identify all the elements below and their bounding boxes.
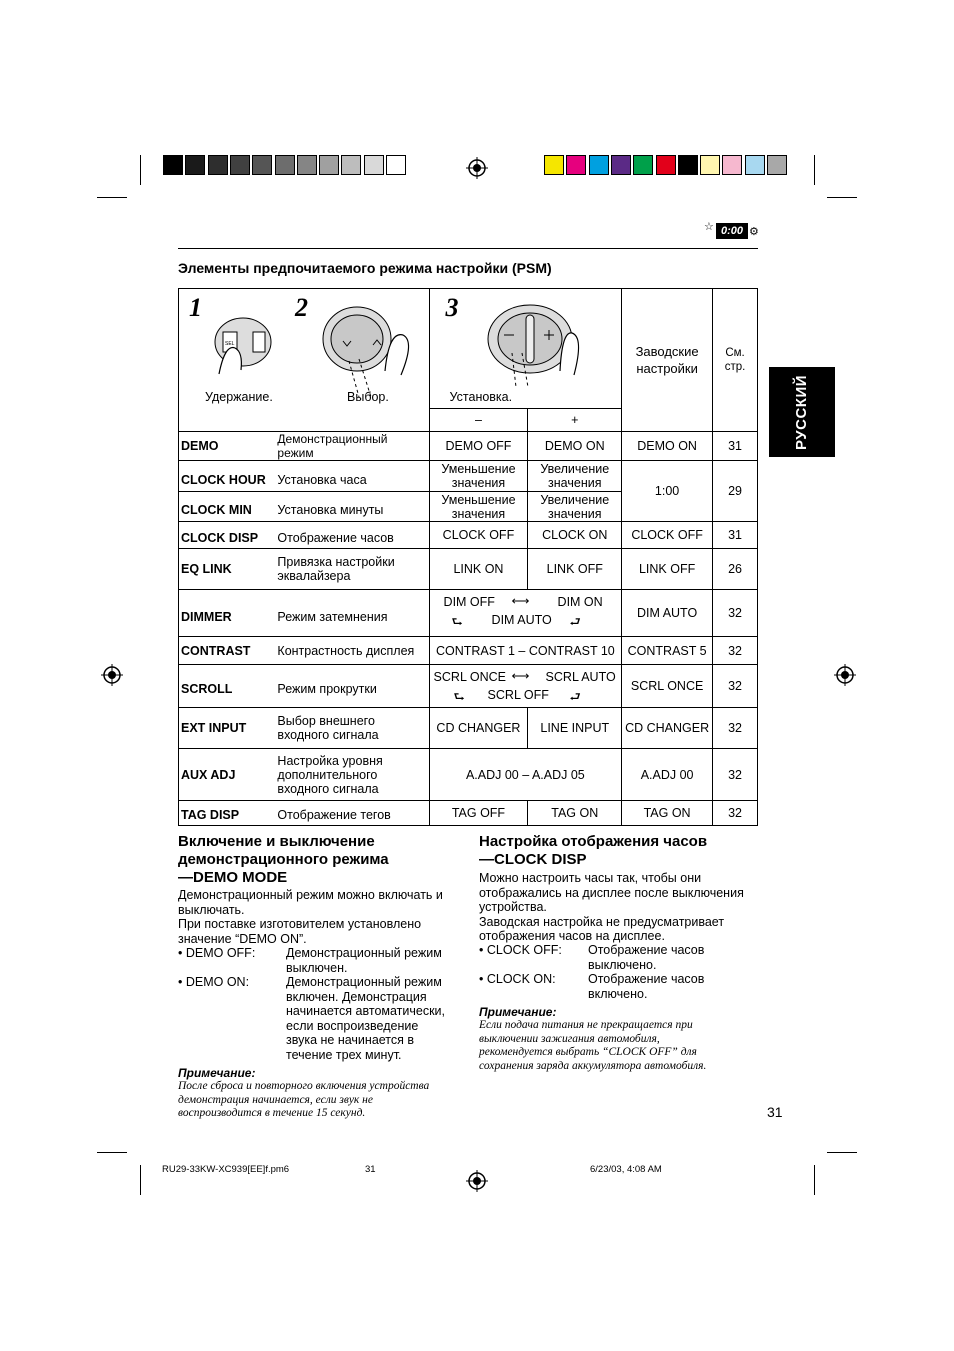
clock-bullet-key: • CLOCK OFF:: [479, 943, 562, 957]
item-name: CLOCK HOUR: [179, 461, 276, 492]
page-value: 31: [713, 432, 758, 461]
item-desc: Режим затемнения: [275, 590, 429, 637]
clock-note-title: Примечание:: [479, 1005, 557, 1019]
gear-icon: ⚙: [749, 226, 759, 238]
table-row: [179, 801, 758, 826]
text-line: Демонстрационный режим: [286, 975, 442, 989]
plus-value: Увеличение значения: [528, 461, 622, 492]
clock-title-line: —CLOCK DISP: [479, 851, 587, 868]
color-swatch: [297, 155, 317, 175]
minus-value: Уменьшение значения: [429, 492, 528, 522]
range-value: A.ADJ 00 – A.ADJ 05: [429, 749, 622, 801]
factory-value: TAG ON: [622, 801, 713, 826]
color-swatch: [722, 155, 742, 175]
text-line: включен. Демонстрация: [286, 989, 427, 1004]
color-swatch: [589, 155, 609, 175]
cycle-option-a: SCRL ONCE: [433, 670, 507, 684]
item-name: CLOCK MIN: [179, 492, 276, 522]
plus-value: CLOCK ON: [528, 522, 622, 549]
table-row: [179, 522, 758, 549]
minus-value: CLOCK OFF: [429, 522, 528, 549]
demo-title-line: демонстрационного режима: [178, 851, 389, 868]
minus-value: CD CHANGER: [429, 708, 528, 749]
factory-value: CLOCK OFF: [622, 522, 713, 549]
clock-bullet-value: [588, 943, 704, 972]
factory-value: LINK OFF: [622, 549, 713, 590]
text-line: выключать.: [178, 902, 245, 917]
registration-mark-right: [834, 664, 856, 686]
crop-mark: [814, 155, 815, 185]
footer-page: 31: [365, 1164, 376, 1175]
dimmer-cycle-cell: [429, 590, 622, 637]
minus-header: –: [429, 409, 528, 432]
color-swatch: [700, 155, 720, 175]
text-line: включено.: [588, 986, 648, 1001]
plus-value: LINE INPUT: [528, 708, 622, 749]
star-icon: ☆: [704, 221, 714, 233]
hold-caption: Удержание.: [205, 390, 273, 404]
item-desc: Отображение тегов: [275, 801, 429, 826]
color-swatch: [230, 155, 250, 175]
table-row: [179, 432, 758, 461]
clock-bullet-key: • CLOCK ON:: [479, 972, 556, 986]
color-swatch: [386, 155, 406, 175]
return-arrow-icon: ⮐: [569, 690, 581, 704]
minus-value: DEMO OFF: [429, 432, 528, 461]
step-2-number: 2: [295, 293, 308, 322]
item-name: SCROLL: [179, 665, 276, 708]
item-name: EQ LINK: [179, 549, 276, 590]
demo-note-title: Примечание:: [178, 1066, 256, 1080]
item-desc: Демонстрационный режим: [275, 432, 429, 461]
plus-value: TAG ON: [528, 801, 622, 826]
text-line: отображения часов на дисплее.: [479, 929, 665, 943]
color-swatch: [745, 155, 765, 175]
table-row: [179, 665, 758, 708]
page-value: 32: [713, 637, 758, 665]
item-name: DIMMER: [179, 590, 276, 637]
header-rule: [178, 248, 758, 249]
page-value: 32: [713, 708, 758, 749]
item-name: CONTRAST: [179, 637, 276, 665]
demo-bullet-value: [286, 946, 442, 975]
item-desc: Установка минуты: [275, 492, 429, 522]
item-desc: Привязка настройки эквалайзера: [275, 549, 429, 590]
color-swatch: [364, 155, 384, 175]
item-desc: Режим прокрутки: [275, 665, 429, 708]
table-row: [179, 637, 758, 665]
registration-mark-bottom: [466, 1170, 488, 1192]
color-swatch: [544, 155, 564, 175]
text-line: При поставке изготовителем установлено: [178, 917, 422, 931]
factory-value: A.ADJ 00: [622, 749, 713, 801]
cycle-option-c: DIM AUTO: [491, 613, 552, 627]
page-header: См. стр.: [713, 289, 758, 432]
clock-section-title: [479, 833, 707, 869]
item-desc: Контрастность дисплея: [275, 637, 429, 665]
color-swatch: [566, 155, 586, 175]
demo-bullet-value: [286, 975, 445, 1062]
crop-mark: [97, 197, 127, 198]
text-line: Если подача питания не прекращается при: [479, 1019, 693, 1031]
color-swatch: [656, 155, 676, 175]
color-swatch: [678, 155, 698, 175]
crop-mark: [140, 1165, 141, 1195]
text-line: выключен.: [286, 960, 348, 975]
cycle-option-b: DIM ON: [557, 595, 603, 609]
sel-button-illustration: [209, 314, 279, 384]
step-3-number: 3: [445, 293, 459, 322]
cycle-option-b: SCRL AUTO: [545, 670, 616, 684]
color-swatch: [163, 155, 183, 175]
text-line: звука не начинается в: [286, 1033, 415, 1047]
page-value: 29: [713, 461, 758, 522]
return-arrow-icon: ⮑: [451, 615, 463, 629]
return-arrow-icon: ⮑: [453, 690, 465, 704]
text-line: Можно настроить часы так, чтобы они: [479, 871, 702, 885]
page-value: 32: [713, 590, 758, 637]
minus-value: LINK ON: [429, 549, 528, 590]
text-line: После сброса и повторного включения устройства: [178, 1080, 430, 1092]
factory-value: DEMO ON: [622, 432, 713, 461]
demo-title-line: —DEMO MODE: [178, 869, 288, 886]
arrow-both-icon: ⟷: [511, 669, 530, 683]
page-value: 32: [713, 749, 758, 801]
clock-lcd: [716, 223, 748, 239]
text-line: начинается автоматически,: [286, 1004, 446, 1018]
clock-text: 0:00: [720, 225, 744, 237]
factory-value: 1:00: [622, 461, 713, 522]
crop-mark: [827, 197, 857, 198]
page-value: 31: [713, 522, 758, 549]
steps-1-2-cell: [179, 289, 430, 432]
item-desc: Выбор внешнего входного сигнала: [275, 708, 429, 749]
clock-title-line: Настройка отображения часов: [479, 833, 708, 850]
crop-mark: [827, 1152, 857, 1153]
plus-value: LINK OFF: [528, 549, 622, 590]
item-desc: Установка часа: [275, 461, 429, 492]
select-caption: Выбор.: [347, 390, 389, 404]
crop-mark: [97, 1152, 127, 1153]
range-value: CONTRAST 1 – CONTRAST 10: [429, 637, 622, 665]
text-line: Демонстрационный режим можно включать и: [178, 888, 443, 902]
factory-value: SCRL ONCE: [622, 665, 713, 708]
factory-value: DIM AUTO: [622, 590, 713, 637]
text-line: сохранения заряда аккумулятора автомобиля.: [479, 1059, 707, 1072]
text-line: воспроизводится в течение 15 секунд.: [178, 1107, 366, 1119]
table-row: [179, 461, 758, 492]
text-line: течение трех минут.: [286, 1047, 402, 1062]
scroll-cycle-cell: [429, 665, 622, 708]
minus-value: Уменьшение значения: [429, 461, 528, 492]
text-line: рекомендуется выбрать “CLOCK OFF” для: [479, 1046, 697, 1058]
text-line: демонстрация начинается, если звук не: [178, 1093, 373, 1106]
color-swatch: [341, 155, 361, 175]
select-knob-illustration: [319, 301, 419, 401]
language-tab-label: РУССКИЙ: [793, 374, 811, 450]
text-line: Отображение часов: [588, 972, 705, 986]
text-line: Демонстрационный режим: [286, 946, 442, 960]
page-number: 31: [767, 1104, 783, 1120]
cycle-option-c: SCRL OFF: [487, 688, 549, 702]
item-name: EXT INPUT: [179, 708, 276, 749]
color-swatch: [252, 155, 272, 175]
demo-paragraph: [178, 888, 443, 946]
set-caption: Установка.: [449, 390, 513, 404]
color-swatch: [319, 155, 339, 175]
factory-value: CONTRAST 5: [622, 637, 713, 665]
factory-value: CD CHANGER: [622, 708, 713, 749]
page-value: 26: [713, 549, 758, 590]
psm-table: [178, 288, 758, 826]
color-swatch: [611, 155, 631, 175]
demo-bullet-key: • DEMO ON:: [178, 975, 250, 989]
color-swatch: [633, 155, 653, 175]
crop-mark: [814, 1165, 815, 1195]
text-line: если воспроизведение: [286, 1018, 419, 1033]
clock-bullet-value: [588, 972, 704, 1001]
item-name: DEMO: [179, 432, 276, 461]
color-swatch: [767, 155, 787, 175]
table-row: [179, 590, 758, 637]
page-title: Элементы предпочитаемого режима настройки (PSM): [178, 260, 552, 276]
registration-mark-left: [101, 664, 123, 686]
clock-display-icon: [704, 222, 760, 242]
table-row: [179, 708, 758, 749]
plus-header: +: [528, 409, 622, 432]
factory-header: Заводские настройки: [622, 289, 713, 432]
table-row: [179, 549, 758, 590]
color-swatch: [208, 155, 228, 175]
text-line: Заводская настройка не предусматривает: [479, 914, 725, 929]
footer-file: RU29-33KW-XC939[EE]f.pm6: [162, 1164, 290, 1175]
item-desc: Настройка уровня дополнительного входного сигнала: [275, 749, 429, 801]
item-name: TAG DISP: [179, 801, 276, 826]
item-desc: Отображение часов: [275, 522, 429, 549]
plus-value: Увеличение значения: [528, 492, 622, 522]
minus-value: TAG OFF: [429, 801, 528, 826]
demo-section-title: [178, 833, 389, 887]
color-swatch: [185, 155, 205, 175]
color-swatch: [275, 155, 295, 175]
plus-value: DEMO ON: [528, 432, 622, 461]
text-line: отображались на дисплее после выключения: [479, 885, 744, 900]
arrow-both-icon: ⟷: [511, 594, 530, 608]
clock-note-text: [479, 1019, 706, 1073]
text-line: выключении зажигания автомобиля,: [479, 1032, 660, 1045]
cycle-option-a: DIM OFF: [443, 595, 495, 609]
demo-title-line: Включение и выключение: [178, 833, 375, 850]
page-value: 32: [713, 801, 758, 826]
step-3-cell: [429, 289, 622, 409]
text-line: устройства.: [479, 900, 547, 914]
text-line: выключено.: [588, 957, 657, 972]
text-line: значение “DEMO ON”.: [178, 931, 307, 946]
footer-date: 6/23/03, 4:08 AM: [590, 1164, 662, 1175]
demo-bullet-key: • DEMO OFF:: [178, 946, 256, 960]
svg-text:SEL: SEL: [225, 341, 235, 347]
set-knob-illustration: [480, 301, 590, 391]
clock-paragraph: [479, 871, 744, 944]
registration-mark-top: [466, 157, 488, 179]
step-1-number: 1: [189, 293, 202, 322]
item-name: CLOCK DISP: [179, 522, 276, 549]
table-row: [179, 749, 758, 801]
text-line: Отображение часов: [588, 943, 705, 957]
return-arrow-icon: ⮐: [569, 615, 581, 629]
crop-mark: [140, 155, 141, 185]
language-tab: [769, 367, 835, 457]
demo-note-text: [178, 1080, 429, 1121]
page-value: 32: [713, 665, 758, 708]
item-name: AUX ADJ: [179, 749, 276, 801]
